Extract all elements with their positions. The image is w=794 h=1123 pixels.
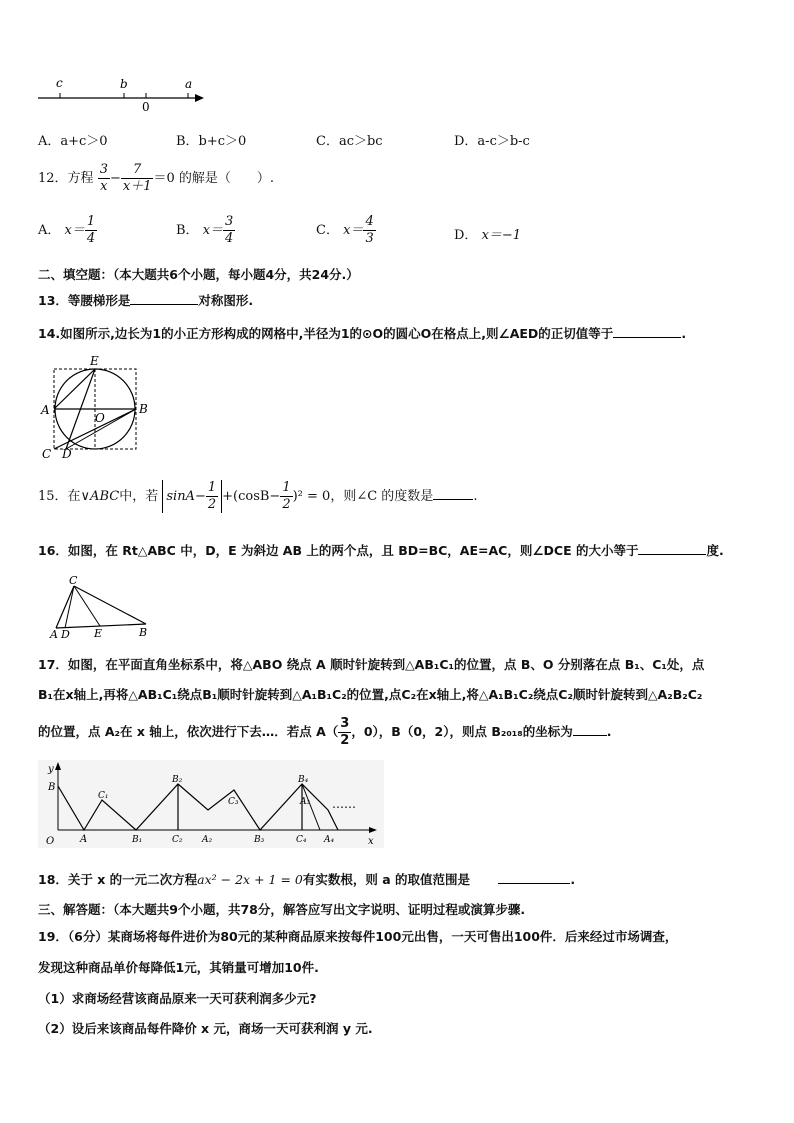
q12-option-d: D． x＝−1 bbox=[454, 228, 522, 243]
fig16-D: D bbox=[61, 628, 70, 640]
fig16-C: C bbox=[69, 574, 78, 587]
q12-option-c: C． x＝ $\frac{4}{3}$ bbox=[316, 214, 374, 246]
fig17-B2: B₂ bbox=[172, 775, 183, 785]
q16-text: 16．如图，在 Rt△ABC 中，D，E 为斜边 AB 上的两个点，且 BD=BC，AE=AC，则∠DCE 的大小等于 度. bbox=[38, 543, 724, 558]
q18-text: 18．关于 x 的一元二次方程ax² − 2x + 1 = 0有实数根，则 a 的取值范围是 . bbox=[38, 872, 576, 887]
fig17-A4: A₄ bbox=[324, 835, 335, 845]
q12-option-b: B． x＝ $\frac{3}{4}$ bbox=[176, 214, 234, 246]
label-a: a bbox=[185, 77, 193, 91]
fig17-C1: C₁ bbox=[98, 791, 109, 801]
fig17-x: x bbox=[368, 836, 374, 847]
q14-text: 14.如图所示,边长为1的小正方形构成的网格中,半径为1的⊙O的圆心O在格点上,则∠AED的正切值等于 . bbox=[38, 326, 687, 341]
q12-stem: 12．方程 $\frac{3}{x}$ − $\frac{7}{x+1}$ ＝0 的解是（ ）. bbox=[38, 162, 275, 194]
q14-circle-grid-figure bbox=[38, 352, 158, 460]
fig14-A: A bbox=[41, 403, 50, 417]
label-b: b bbox=[120, 77, 128, 91]
q17-line3: 的位置，点 A₂在 x 轴上，依次进行下去…．若点 A（ $\frac{3}{2}$ ，0），B（0，2），则点 B₂₀₁₈的坐标为 . bbox=[38, 716, 612, 748]
fig17-B1: B₁ bbox=[132, 835, 143, 845]
fig14-E: E bbox=[90, 354, 99, 368]
q13-text: 13．等腰梯形是 对称图形. bbox=[38, 293, 254, 308]
q19-sub1: （1）求商场经营该商品原来一天可获利润多少元? bbox=[38, 991, 317, 1006]
q12-option-a: A． x＝ $\frac{1}{4}$ bbox=[38, 214, 96, 246]
fig17-y: y bbox=[48, 764, 54, 775]
q17-line2: B₁在x轴上,再将△AB₁C₁绕点B₁顺时针旋转到△A₁B₁C₂的位置,点C₂在x轴上,将△A₁B₁C₂绕点C₂顺时针旋转到△A₂B₂C₂ bbox=[38, 687, 703, 702]
section-3-heading: 三、解答题：（本大题共9个小题，共78分，解答应写出文字说明、证明过程或演算步骤. bbox=[38, 902, 526, 917]
q11-option-b: B．b+c＞0 bbox=[176, 134, 247, 149]
fig16-E: E bbox=[94, 627, 103, 640]
fig17-B: B bbox=[48, 782, 56, 793]
q19-line1: 19．（6分）某商场将每件进价为80元的某种商品原来按每件100元出售，一天可售出100件．后来经过市场调查， bbox=[38, 929, 678, 944]
q17-line1: 17．如图，在平面直角坐标系中，将△ABO 绕点 A 顺时针旋转到△AB₁C₁的位置，点 B、O 分别落在点 B₁、C₁处，点 bbox=[38, 657, 705, 672]
fig17-A2: A₂ bbox=[202, 835, 213, 845]
fig17-C2: C₂ bbox=[172, 835, 183, 845]
fig17-C4: C₄ bbox=[296, 835, 307, 845]
label-zero: 0 bbox=[142, 100, 150, 114]
q11-option-d: D．a-c＞b-c bbox=[454, 134, 530, 149]
q11-option-c: C．ac＞bc bbox=[316, 134, 383, 149]
fig16-B: B bbox=[139, 626, 148, 639]
number-line-figure bbox=[34, 72, 214, 116]
fig14-C: C bbox=[42, 447, 52, 460]
fig17-C3: C₃ bbox=[228, 797, 239, 807]
fig17-O: O bbox=[46, 836, 55, 847]
q15-text: 15．在∨ABC中，若 sinA− $\frac{1}{2}$ +(cosB− $\frac{1}{2}$ )² = 0，则∠C 的度数是 . bbox=[38, 480, 478, 512]
fig17-A3: A₃ bbox=[300, 797, 311, 807]
fig17-B4: B₄ bbox=[298, 775, 309, 785]
label-c: c bbox=[56, 76, 63, 90]
section-2-heading: 二、填空题：（本大题共6个小题，每小题4分，共24分.） bbox=[38, 267, 359, 282]
q19-sub2: （2）设后来该商品每件降价 x 元，商场一天可获利润 y 元. bbox=[38, 1021, 373, 1036]
fig14-O: O bbox=[95, 411, 105, 425]
q16-triangle-figure bbox=[46, 574, 156, 640]
fig17-dots: …… bbox=[332, 797, 356, 811]
fig14-B: B bbox=[139, 402, 148, 416]
fig17-B3: B₃ bbox=[254, 835, 265, 845]
q17-rotation-figure bbox=[38, 760, 384, 848]
q11-option-a: A．a+c＞0 bbox=[38, 134, 108, 149]
fig16-A: A bbox=[50, 628, 58, 640]
fig17-A: A bbox=[80, 834, 88, 845]
fig14-D: D bbox=[62, 447, 72, 460]
q19-line2: 发现这种商品单价每降低1元，其销量可增加10件. bbox=[38, 960, 319, 975]
